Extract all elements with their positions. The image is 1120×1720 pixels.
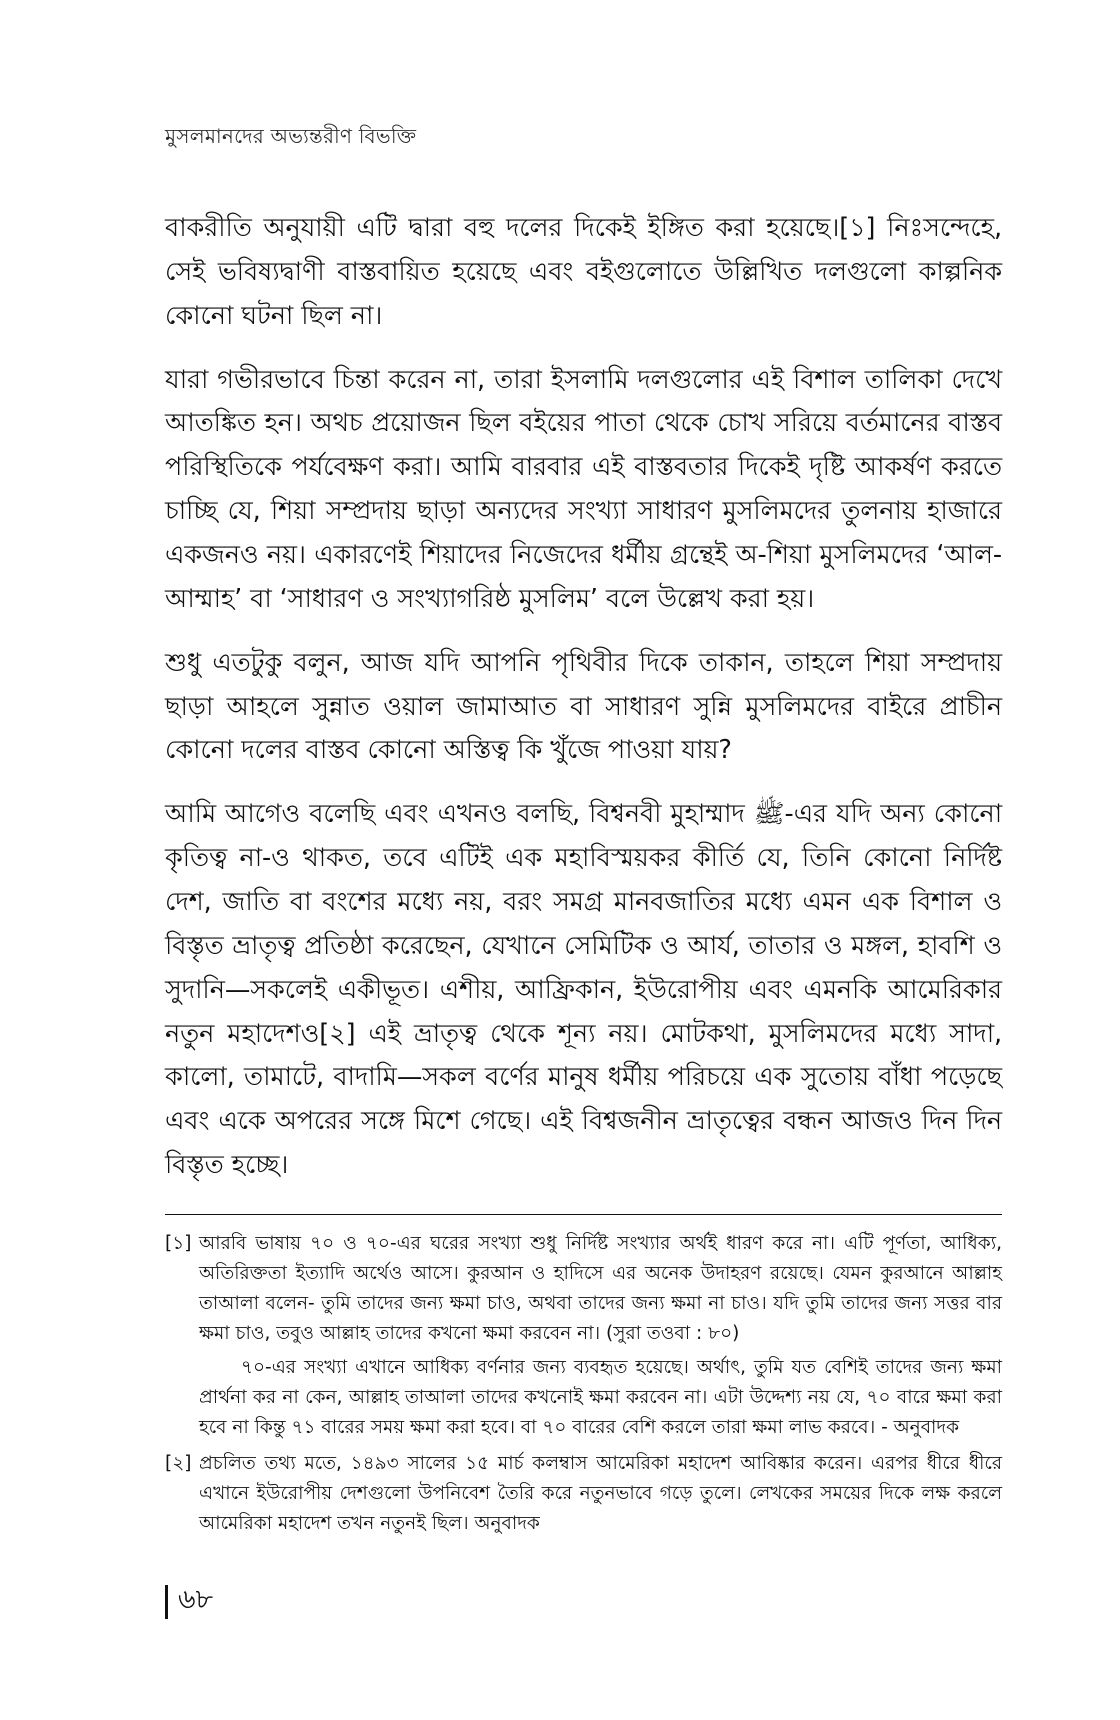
footnote-marker: [২] xyxy=(165,1452,192,1474)
paragraph: যারা গভীরভাবে চিন্তা করেন না, তারা ইসলামি দলগুলোর এই বিশাল তালিকা দেখে আতঙ্কিত হন। অথচ প্রয়োজন ছিল বইয়ের পাতা থেকে চোখ সরিয়ে বর্তমানের বাস্তব পরিস্থিতিকে পর্যবেক্ষণ করা। আমি বারবার এই বাস্তবতার দিকেই দৃষ্টি আকর্ষণ করতে চাচ্ছি যে, শিয়া সম্প্রদায় ছাড়া অন্যদের সংখ্যা সাধারণ মুসলিমদের তুলনায় হাজারে একজনও নয়। একারণেই শিয়াদের নিজেদের ধর্মীয় গ্রন্থেই অ-শিয়া মুসলিমদের ‘আল-আম্মাহ’ বা ‘সাধারণ ও সংখ্যাগরিষ্ঠ মুসলিম’ বলে উল্লেখ করা হয়। xyxy=(165,364,1002,614)
running-head: মুসলমানদের অভ্যন্তরীণ বিভক্তি xyxy=(165,124,417,148)
footnote-body xyxy=(199,1229,1002,1443)
paragraph: শুধু এতটুকু বলুন, আজ যদি আপনি পৃথিবীর দিকে তাকান, তাহলে শিয়া সম্প্রদায় ছাড়া আহলে সুন্নাত ওয়াল জামাআত বা সাধারণ সুন্নি মুসলিমদের বাইরে প্রাচীন কোনো দলের বাস্তব কোনো অস্তিত্ব কি খুঁজে পাওয়া যায়? xyxy=(165,647,1002,766)
paragraph: বাকরীতি অনুযায়ী এটি দ্বারা বহু দলের দিকেই ইঙ্গিত করা হয়েছে।[১] নিঃসন্দেহে, সেই ভবিষ্যদ্বাণী বাস্তবায়িত হয়েছে এবং বইগুলোতে উল্লিখিত দলগুলো কাল্পনিক কোনো ঘটনা ছিল না। xyxy=(165,213,1002,331)
body-text xyxy=(165,207,1002,1188)
paragraph: আমি আগেও বলেছি এবং এখনও বলছি, বিশ্বনবী মুহাম্মাদ ﷺ-এর যদি অন্য কোনো কৃতিত্ব না-ও থাকত, তবে এটিই এক মহাবিস্ময়কর কীর্তি যে, তিনি কোনো নির্দিষ্ট দেশ, জাতি বা বংশের মধ্যে নয়, বরং সমগ্র মানবজাতির মধ্যে এমন এক বিশাল ও বিস্তৃত ভ্রাতৃত্ব প্রতিষ্ঠা করেছেন, যেখানে সেমিটিক ও আর্য, তাতার ও মঙ্গল, হাবশি ও সুদানি—সকলেই একীভূত। এশীয়, আফ্রিকান, ইউরোপীয় এবং এমনকি আমেরিকার নতুন মহাদেশও[২] এই ভ্রাতৃত্ব থেকে শূন্য নয়। মোটকথা, মুসলিমদের মধ্যে সাদা, কালো, তামাটে, বাদামি—সকল বর্ণের মানুষ ধর্মীয় পরিচয়ে এক সুতোয় বাঁধা পড়েছে এবং একে অপরের সঙ্গে মিশে গেছে। এই বিশ্বজনীন ভ্রাতৃত্বের বন্ধন আজও দিন দিন বিস্তৃত হচ্ছে। xyxy=(165,799,1003,1181)
footnote-marker: [১] xyxy=(165,1233,192,1255)
footnote-paragraph: ৭০-এর সংখ্যা এখানে আধিক্য বর্ণনার জন্য ব্যবহৃত হয়েছে। অর্থাৎ, তুমি যত বেশিই তাদের জন্য ক্ষমা প্রার্থনা কর না কেন, আল্লাহ তাআলা তাদের কখনোই ক্ষমা করবেন না। এটা উদ্দেশ্য নয় যে, ৭০ বারে ক্ষমা করা হবে না কিন্তু ৭১ বারের সময় ক্ষমা করা হবে। বা ৭০ বারের বেশি করলে তারা ক্ষমা লাভ করবে। - অনুবাদক xyxy=(199,1356,1002,1438)
footnote-paragraph: আরবি ভাষায় ৭০ ও ৭০-এর ঘরের সংখ্যা শুধু নির্দিষ্ট সংখ্যার অর্থই ধারণ করে না। এটি পূর্ণতা, আধিক্য, অতিরিক্ততা ইত্যাদি অর্থেও আসে। কুরআন ও হাদিসে এর অনেক উদাহরণ রয়েছে। যেমন কুরআনে আল্লাহ তাআলা বলেন- তুমি তাদের জন্য ক্ষমা চাও, অথবা তাদের জন্য ক্ষমা না চাও। যদি তুমি তাদের জন্য সত্তর বার ক্ষমা চাও, তবুও আল্লাহ তাদের কখনো ক্ষমা করবেন না। (সুরা তওবা : ৮০) xyxy=(199,1233,1002,1344)
page-number: ৬৮ xyxy=(178,1584,214,1615)
page-number-rule xyxy=(165,1585,168,1619)
footnote-paragraph: প্রচলিত তথ্য মতে, ১৪৯৩ সালের ১৫ মার্চ কলম্বাস আমেরিকা মহাদেশ আবিষ্কার করেন। এরপর ধীরে ধীরে এখানে ইউরোপীয় দেশগুলো উপনিবেশ তৈরি করে নতুনভাবে গড়ে তুলে। লেখকের সময়ের দিকে লক্ষ করলে আমেরিকা মহাদেশ তখন নতুনই ছিল। অনুবাদক xyxy=(199,1452,1002,1534)
footnote-item xyxy=(165,1449,1002,1539)
page-footer xyxy=(165,1579,213,1624)
footnote-separator xyxy=(165,1214,1002,1215)
footnotes xyxy=(165,1229,1002,1539)
footnote-item xyxy=(165,1229,1002,1443)
footnote-body xyxy=(199,1449,1002,1539)
